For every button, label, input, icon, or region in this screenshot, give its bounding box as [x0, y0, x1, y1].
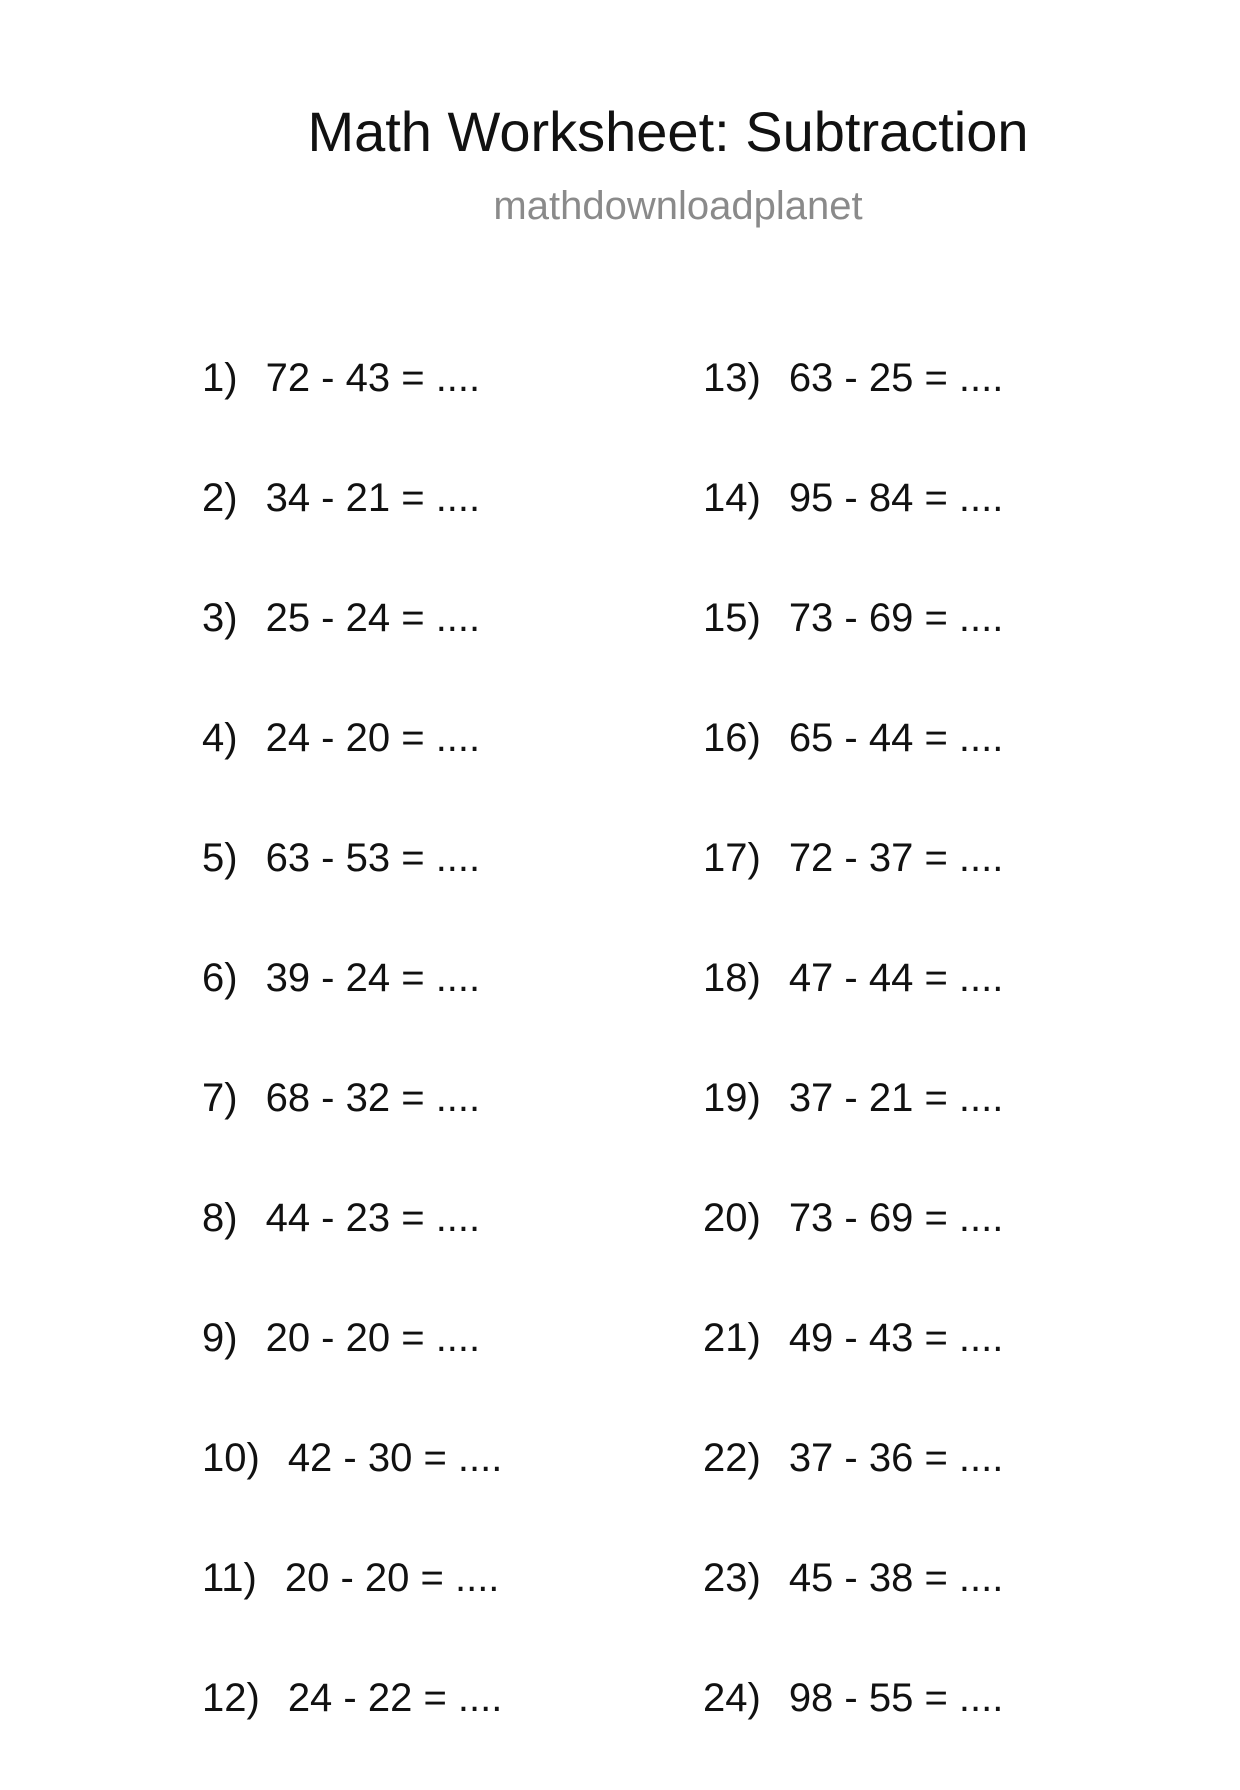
problem-number: 3): [202, 596, 238, 640]
problem-item: [202, 1670, 502, 1790]
problem-number: 9): [202, 1316, 238, 1360]
problem-item: [703, 1190, 1003, 1310]
problem-expression: 20 - 20 = ....: [265, 1316, 481, 1360]
problem-item: [703, 1310, 1003, 1430]
problem-expression: 95 - 84 = ....: [788, 476, 1004, 520]
problem-number: 15): [703, 596, 761, 640]
problem-expression: 25 - 24 = ....: [265, 596, 481, 640]
problem-item: [703, 710, 1003, 830]
problem-expression: 47 - 44 = ....: [788, 956, 1004, 1000]
problem-item: [202, 1550, 502, 1670]
problem-item: [202, 950, 502, 1070]
problem-item: [202, 350, 502, 470]
worksheet-title: Math Worksheet: Subtraction: [307, 100, 1029, 163]
problem-number: 21): [703, 1316, 761, 1360]
problem-number: 18): [703, 956, 761, 1000]
problem-number: 23): [703, 1556, 761, 1600]
problem-item: [202, 1310, 502, 1430]
problem-number: 4): [202, 716, 238, 760]
problem-expression: 44 - 23 = ....: [265, 1196, 481, 1240]
problem-item: [202, 1190, 502, 1310]
problem-item: [703, 1550, 1003, 1670]
problem-number: 12): [202, 1676, 260, 1720]
problem-item: [703, 470, 1003, 590]
problem-expression: 63 - 25 = ....: [788, 356, 1004, 400]
problem-expression: 68 - 32 = ....: [265, 1076, 481, 1120]
problem-number: 5): [202, 836, 238, 880]
problem-number: 19): [703, 1076, 761, 1120]
problem-number: 20): [703, 1196, 761, 1240]
worksheet-subtitle: mathdownloadplanet: [493, 184, 863, 228]
problem-expression: 37 - 21 = ....: [788, 1076, 1004, 1120]
problem-item: [703, 590, 1003, 710]
problem-number: 24): [703, 1676, 761, 1720]
problem-expression: 65 - 44 = ....: [788, 716, 1004, 760]
problem-expression: 34 - 21 = ....: [265, 476, 481, 520]
problem-number: 6): [202, 956, 238, 1000]
problem-item: [703, 1430, 1003, 1550]
problem-number: 13): [703, 356, 761, 400]
problem-number: 7): [202, 1076, 238, 1120]
problem-item: [202, 1430, 502, 1550]
problem-expression: 20 - 20 = ....: [284, 1556, 500, 1600]
problem-expression: 37 - 36 = ....: [788, 1436, 1004, 1480]
problem-number: 1): [202, 356, 238, 400]
problem-expression: 24 - 20 = ....: [265, 716, 481, 760]
problem-number: 10): [202, 1436, 260, 1480]
problem-expression: 24 - 22 = ....: [287, 1676, 503, 1720]
problem-item: [202, 1070, 502, 1190]
problem-item: [202, 590, 502, 710]
problem-column-left: [202, 350, 502, 1790]
problem-number: 16): [703, 716, 761, 760]
problem-item: [703, 350, 1003, 470]
problem-expression: 49 - 43 = ....: [788, 1316, 1004, 1360]
problem-item: [703, 1670, 1003, 1790]
problem-item: [703, 950, 1003, 1070]
problem-expression: 42 - 30 = ....: [287, 1436, 503, 1480]
problem-expression: 39 - 24 = ....: [265, 956, 481, 1000]
problem-expression: 72 - 37 = ....: [788, 836, 1004, 880]
problem-expression: 72 - 43 = ....: [265, 356, 481, 400]
problem-number: 22): [703, 1436, 761, 1480]
problem-expression: 73 - 69 = ....: [788, 1196, 1004, 1240]
problem-number: 11): [202, 1556, 257, 1600]
problem-number: 2): [202, 476, 238, 520]
problem-expression: 45 - 38 = ....: [788, 1556, 1004, 1600]
problem-item: [202, 470, 502, 590]
problem-column-right: [703, 350, 1003, 1790]
problem-item: [202, 710, 502, 830]
problem-expression: 73 - 69 = ....: [788, 596, 1004, 640]
problem-number: 14): [703, 476, 761, 520]
problem-number: 17): [703, 836, 761, 880]
problem-item: [703, 830, 1003, 950]
problem-expression: 98 - 55 = ....: [788, 1676, 1004, 1720]
problem-expression: 63 - 53 = ....: [265, 836, 481, 880]
problem-item: [703, 1070, 1003, 1190]
problem-number: 8): [202, 1196, 238, 1240]
problem-item: [202, 830, 502, 950]
